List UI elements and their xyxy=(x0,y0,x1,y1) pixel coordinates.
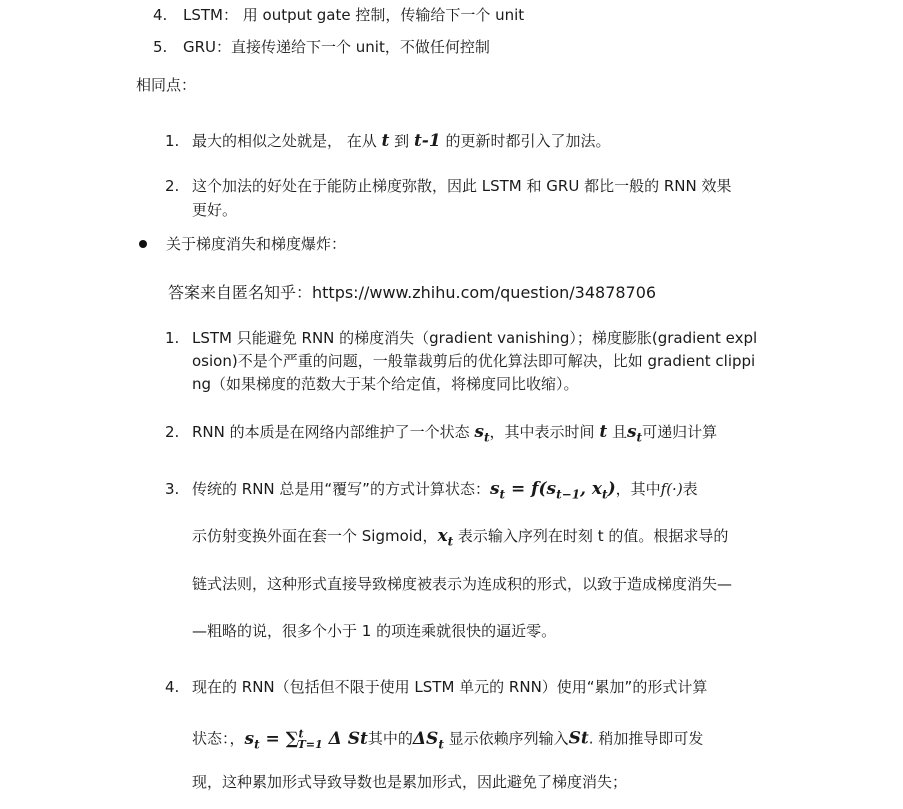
list-number: 2. xyxy=(165,177,180,195)
list-item-text: 这个加法的好处在于能防止梯度弥散，因此 LSTM 和 GRU 都比一般的 RNN 效果 xyxy=(192,177,732,195)
list-item-text: 链式法则，这种形式直接导致梯度被表示为连成积的形式，以致于造成梯度消失— xyxy=(192,575,733,593)
list-number: 5. xyxy=(153,38,168,56)
list-item-text: LSTM： 用 output gate 控制，传输给下一个 unit xyxy=(183,6,525,24)
list-number: 4. xyxy=(153,6,168,24)
list-item-text: 现在的 RNN（包括但不限于使用 LSTM 单元的 RNN）使用“累加”的形式计算 xyxy=(192,678,708,696)
list-item-text: 现，这种累加形式导致导数也是累加形式，因此避免了梯度消失； xyxy=(192,773,628,791)
list-item-text: RNN 的本质是在网络内部维护了一个状态 $s_t$，其中表示时间 t 且$s_t$可递归计算 xyxy=(192,422,718,445)
list-item-text: GRU：直接传递给下一个 unit，不做任何控制 xyxy=(183,38,490,56)
list-item-text: 状态：，$s_t = \sum^t_{T=1}$ Δ St其中的$\Delta S_t$ 显示依赖序列输入St. 稍加推导即可发 xyxy=(192,727,704,752)
list-item-text: ng（如果梯度的范数大于某个给定值，将梯度同比收缩）。 xyxy=(192,375,579,393)
list-item-text: —粗略的说，很多个小于 1 的项连乘就很快的逼近零。 xyxy=(192,622,557,640)
list-item-text: 示仿射变换外面在套一个 Sigmoid，$x_t$ 表示输入序列在时刻 t 的值。根据求导的 xyxy=(192,526,729,549)
list-item-text: 更好。 xyxy=(192,201,238,219)
bullet-icon xyxy=(139,240,147,248)
list-number: 1. xyxy=(165,329,180,347)
source-line: 答案来自匿名知乎：https://www.zhihu.com/question/34878706 xyxy=(168,283,657,302)
list-number: 2. xyxy=(165,423,180,441)
section-heading: 相同点： xyxy=(136,76,197,94)
section-heading: 关于梯度消失和梯度爆炸： xyxy=(166,235,347,253)
list-item-text: 最大的相似之处就是， 在从 t 到 t-1 的更新时都引入了加法。 xyxy=(192,131,611,151)
list-item-text: 传统的 RNN 总是用“覆写”的方式计算状态：$s_t = f(s_{t-1}$, $x_t$)，其中f(·)表 xyxy=(192,479,698,502)
list-number: 3. xyxy=(165,480,180,498)
list-number: 1. xyxy=(165,132,180,150)
list-number: 4. xyxy=(165,678,180,696)
list-item-text: osion)不是个严重的问题，一般靠裁剪后的优化算法即可解决，比如 gradient clippi xyxy=(192,352,756,370)
list-item-text: LSTM 只能避免 RNN 的梯度消失（gradient vanishing）；梯度膨胀(gradient expl xyxy=(192,329,758,347)
